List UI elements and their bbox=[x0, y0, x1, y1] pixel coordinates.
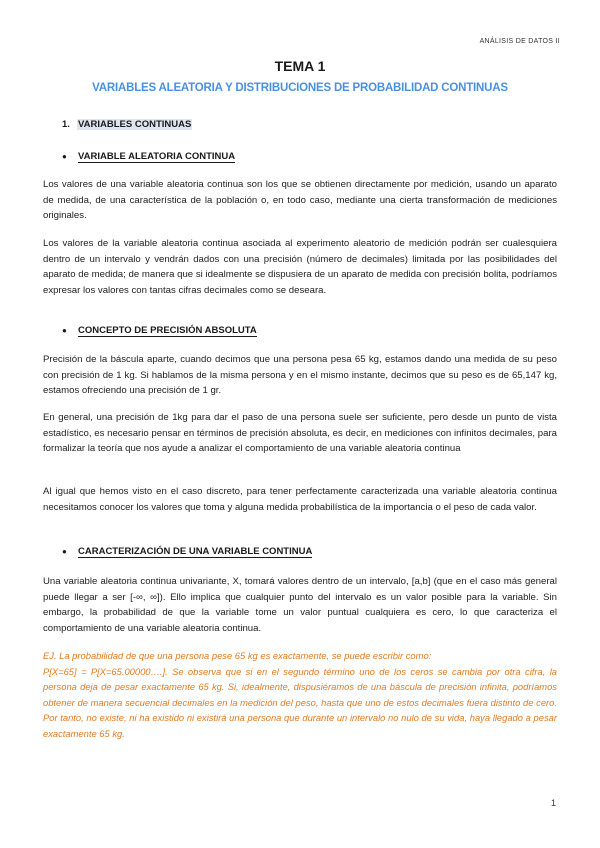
bullet-dot-icon: ● bbox=[62, 547, 67, 556]
paragraph: Los valores de la variable aleatoria continua asociada al experimento aleatorio de medición podrán ser cualesquiera dentro de un intervalo y vendrán dados con una precisión (número de decimales) limitada por las posibilidades del aparato de medida; de manera que si idealmente se dispusiera de un aparato de medida con precisión bolita, podríamos expresar los valores con tantas cifras decimales como se deseara. bbox=[43, 238, 557, 296]
bullet-heading-text: CONCEPTO DE PRECISIÓN ABSOLUTA bbox=[78, 325, 257, 336]
bullet-dot-icon: ● bbox=[62, 326, 67, 335]
bullet-heading-precision bbox=[62, 325, 257, 336]
paragraph: En general, una precisión de 1kg para dar el paso de una persona suele ser suficiente, pero desde un punto de vista estadístico, es necesario pensar en términos de precisión absoluta, es decir, en mediciones con infinitos decimales, para formalizar la teoría que nos ayude a analizar el comportamiento de una variable aleatoria continua bbox=[43, 412, 557, 454]
section-heading bbox=[62, 119, 192, 130]
bullet-heading-text: VARIABLE ALEATORIA CONTINUA bbox=[78, 151, 236, 162]
section-number: 1. bbox=[62, 119, 70, 130]
paragraph: Al igual que hemos visto en el caso discreto, para tener perfectamente caracterizada una variable aleatoria continua necesitamos conocer los valores que toma y alguna medida probabilística de la importancia o el peso de cada valor. bbox=[43, 486, 557, 513]
running-header: ANÁLISIS DE DATOS II bbox=[479, 38, 560, 45]
paragraph: Los valores de una variable aleatoria continua son los que se obtienen directamente por medición, usando un aparato de medida, de una característica de la población o, en todo caso, mediante una cierta transformación de mediciones originales. bbox=[43, 179, 557, 221]
bullet-heading-text: CARACTERIZACIÓN DE UNA VARIABLE CONTINUA bbox=[78, 546, 313, 557]
paragraph: Precisión de la báscula aparte, cuando decimos que una persona pesa 65 kg, estamos dando una medida de su peso con precisión de 1 kg. Si hablamos de la misma persona y en el mismo instante, decimos que su peso es de 65,147 kg, estamos ofreciendo una precisión de 1 gr. bbox=[43, 354, 557, 396]
bullet-dot-icon: ● bbox=[62, 152, 67, 161]
example-body: P[X=65] = P[X=65.00000….]. Se observa que si en el segundo término uno de los ceros se cambia por otra cifra, la persona deja de pesar exactamente 65 kg. Si, idealmente, dispusiéramos de una báscula de precisión infinita, podríamos obtener de manera secuencial decimales en la medición del peso, hasta que uno de estos decimales fuera distinto de cero. Por tanto, no existe, ni ha existido ni existirá una persona que durante un intervalo no nulo de su vida, haya llegado a pesar exactamente 65 kg. bbox=[43, 665, 557, 739]
bullet-heading-caracterizacion bbox=[62, 546, 312, 557]
page-subtitle: VARIABLES ALEATORIA Y DISTRIBUCIONES DE PROBABILIDAD CONTINUAS bbox=[92, 82, 508, 94]
example-intro: EJ. La probabilidad de que una persona pese 65 kg es exactamente, se puede escribir como: bbox=[43, 650, 432, 661]
section-label: VARIABLES CONTINUAS bbox=[78, 119, 192, 130]
page-number: 1 bbox=[550, 798, 556, 808]
paragraph: Una variable aleatoria continua univariante, X, tomará valores dentro de un intervalo, [a,b] (que en el caso más general puede llegar a ser [-∞, ∞]). Ello implica que cualquier punto del intervalo es un valor posible para la variable. Sin embargo, la probabilidad de que la variable tome un valor puntual cualquiera es cero, lo que caracteriza el comportamiento de una variable aleatoria continua. bbox=[43, 576, 557, 634]
page-title: TEMA 1 bbox=[274, 58, 326, 74]
example-block bbox=[43, 648, 557, 741]
bullet-heading-variable-aleatoria bbox=[62, 151, 235, 162]
